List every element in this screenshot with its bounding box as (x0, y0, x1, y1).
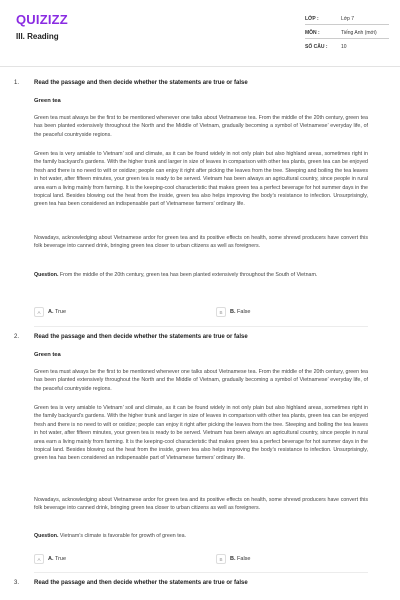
meta-row-subject (305, 28, 381, 37)
option-letter-box: A (34, 307, 44, 317)
passage-paragraph: Green tea is very amiable to Vietnam’ soil and climate, as it can be found widely in not only plain but also highland areas, sometimes right in the family backyard’s gardens. With the higher trunk and larger in size of leaves in comparison with other tea plants, green tea can be enjoyed fresh and there is no need to wilt or oxidize; people can enjoy it right after picking the leaves from the tree. Steeping and boiling the tea leaves in hot water, after fifteen minutes, your green tea is ready to be served. Vietnam has been always an agricultural country, since people in rural area earn a living mainly from farming. It is the keeping-cool characteristic that makes green tea a perfect beverage for hot summer days in the tropical land. Besides blowing out the heat from the inside, green tea also helps improving the body’s resistance to infection. Unsurprisingly, green tea has been considered an indispensable part of Vietnamese farmers’ ordinary life. (34, 151, 368, 208)
passage-paragraph: Nowadays, acknowledging about Vietnamese ardor for green tea and its positive effects on health, some shrewd producers have convert this folk beverage into canned drink, bringing green tea closer to urban citizens as well as foreigners. (34, 235, 368, 250)
option-value: False (237, 309, 251, 315)
worksheet-header (0, 0, 400, 62)
question-number: 3. (14, 580, 20, 586)
option-true[interactable] (34, 307, 66, 317)
option-label: B. (230, 309, 236, 315)
meta-value: 10 (341, 43, 347, 50)
passage-paragraph: Green tea must always be the first to be mentioned whenever one talks about Vietnamese tea. From the middle of the 20th century, green tea has been planted extensively throughout the North and the Middle of Vietnam, gradually becoming a symbol of Vietnamese’ everyday life, of the peaceful countryside regions. (34, 369, 368, 392)
meta-label: LỚP : (305, 15, 319, 22)
quizizz-logo: QUIZIZZ (16, 12, 68, 27)
meta-label: MÔN : (305, 29, 320, 36)
option-text (48, 556, 66, 562)
option-label: A. (48, 556, 54, 562)
question-label: Question. (34, 533, 59, 539)
option-letter-box: A (34, 554, 44, 564)
question-text: From the middle of the 20th century, green tea has been planted extensively throughout the South of Vietnam. (59, 272, 318, 278)
option-false[interactable] (216, 554, 250, 564)
answer-options (34, 554, 368, 568)
option-false[interactable] (216, 307, 250, 317)
option-label: B. (230, 556, 236, 562)
section-title: III. Reading (16, 32, 59, 41)
option-text (230, 556, 250, 562)
option-label: A. (48, 309, 54, 315)
option-value: False (237, 556, 251, 562)
question-instruction: Read the passage and then decide whether the statements are true or false (34, 580, 248, 586)
meta-label: SỐ CÂU : (305, 43, 328, 50)
option-true[interactable] (34, 554, 66, 564)
option-text (48, 309, 66, 315)
meta-row-grade (305, 14, 381, 23)
question-instruction: Read the passage and then decide whether the statements are true or false (34, 334, 248, 340)
passage-paragraph: Green tea is very amiable to Vietnam’ soil and climate, as it can be found widely in not only plain but also highland areas, sometimes right in the family backyard’s gardens. With the higher trunk and larger in size of leaves in comparison with other tea plants, green tea can be enjoyed fresh and there is no need to wilt or oxidize; people can enjoy it right after picking the leaves from the tree. Steeping and boiling the tea leaves in hot water, after fifteen minutes, your green tea is ready to be served. Vietnam has been always an agricultural country, since people in rural area earn a living mainly from farming. It is the keeping-cool characteristic that makes green tea a perfect beverage for hot summer days in the tropical land. Besides blowing out the heat from the inside, green tea also helps improving the body’s resistance to infection. Unsurprisingly, green tea has been considered an indispensable part of Vietnamese farmers’ ordinary life. (34, 405, 368, 462)
question-statement (34, 271, 368, 279)
meta-row-count (305, 42, 381, 51)
meta-divider (305, 24, 389, 25)
question-statement (34, 532, 368, 540)
question-divider (34, 572, 368, 573)
option-text (230, 309, 250, 315)
header-divider (0, 66, 400, 67)
meta-value: Lớp 7 (341, 15, 355, 22)
question-number: 1. (14, 80, 20, 86)
question-instruction: Read the passage and then decide whether the statements are true or false (34, 80, 248, 86)
answer-options (34, 307, 368, 321)
question-divider (34, 326, 368, 327)
passage-paragraph: Green tea must always be the first to be mentioned whenever one talks about Vietnamese tea. From the middle of the 20th century, green tea has been planted extensively throughout the North and the Middle of Vietnam, gradually becoming a symbol of Vietnamese’ everyday life, of the peaceful countryside regions. (34, 115, 368, 138)
question-label: Question. (34, 272, 59, 278)
passage-title: Green tea (34, 98, 61, 104)
question-number: 2. (14, 334, 20, 340)
meta-divider (305, 38, 389, 39)
meta-value: Tiếng Anh (mới) (341, 29, 377, 36)
option-letter-box: B (216, 554, 226, 564)
passage-title: Green tea (34, 352, 61, 358)
option-letter-box: B (216, 307, 226, 317)
question-text: Vietnam’s climate is favorable for growth of green tea. (59, 533, 187, 539)
worksheet-meta (305, 14, 381, 56)
option-value: True (54, 309, 67, 315)
passage-paragraph: Nowadays, acknowledging about Vietnamese ardor for green tea and its positive effects on health, some shrewd producers have convert this folk beverage into canned drink, bringing green tea closer to urban citizens as well as foreigners. (34, 497, 368, 512)
option-value: True (54, 556, 67, 562)
